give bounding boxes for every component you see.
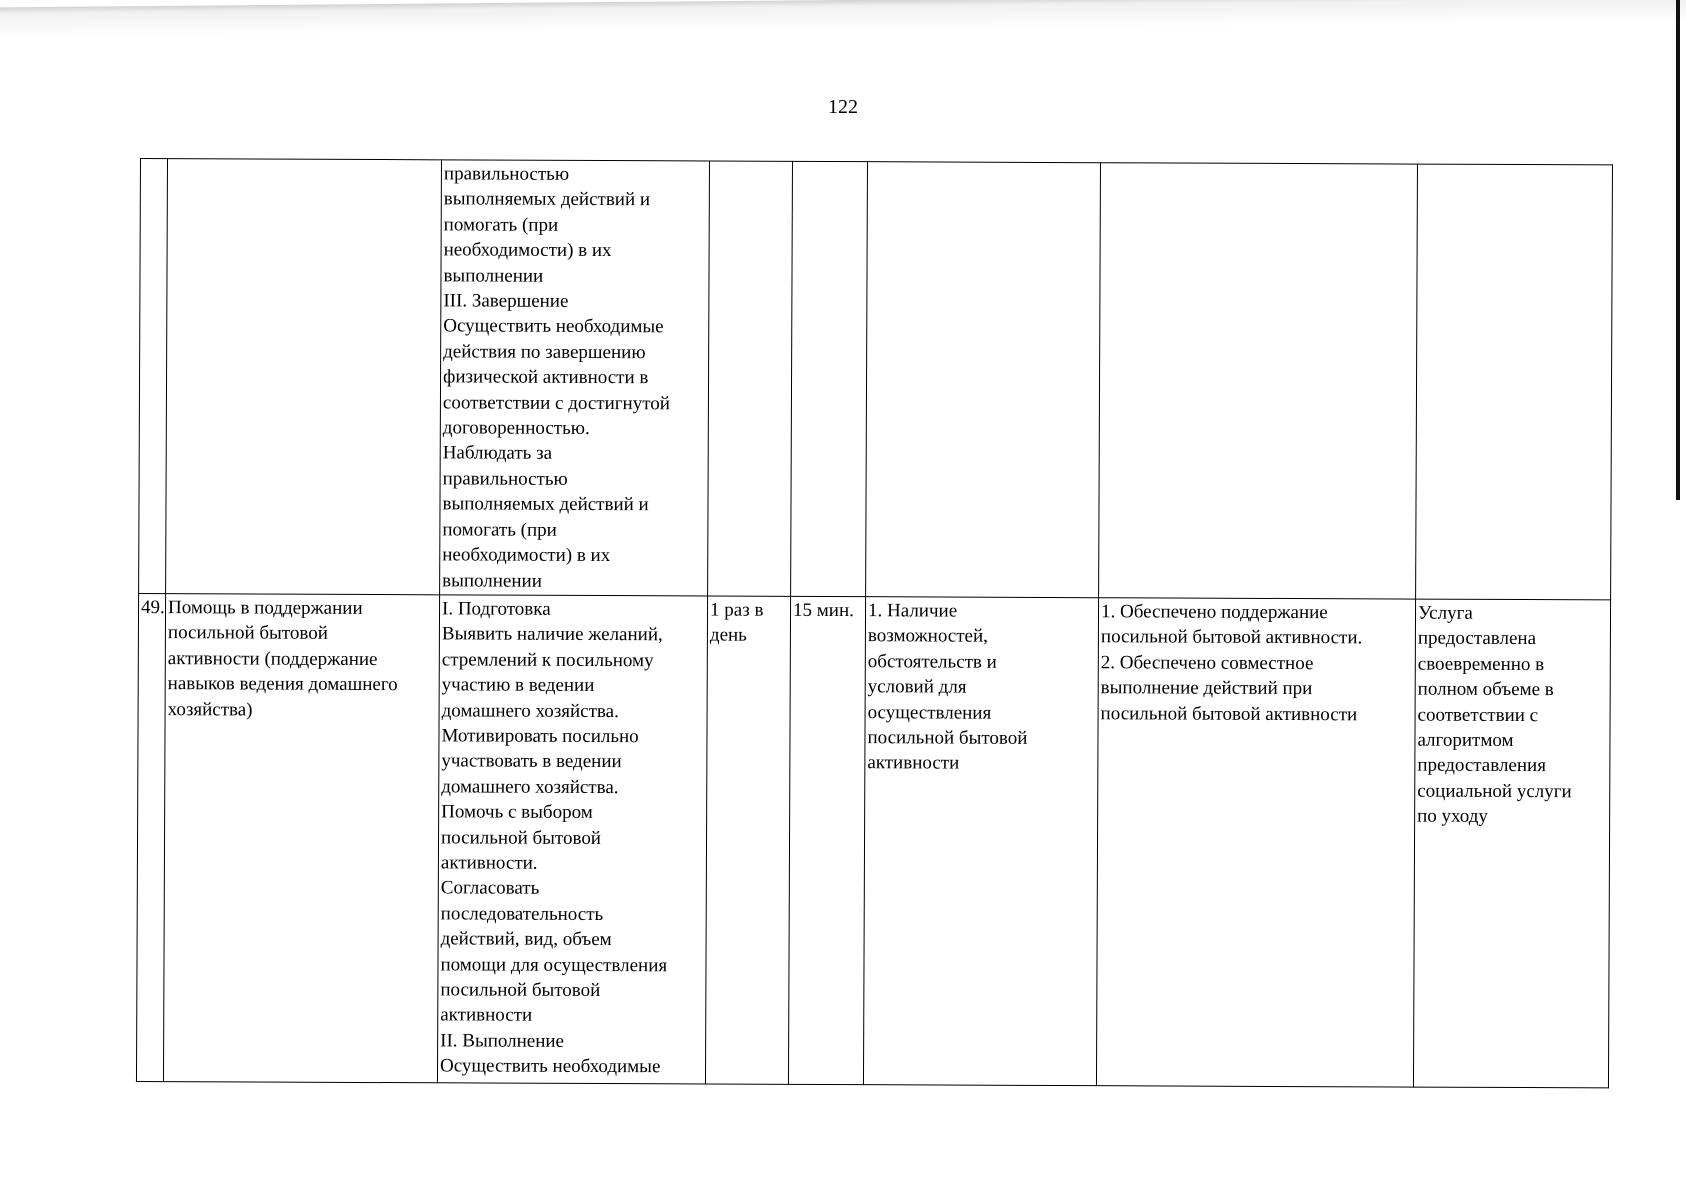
text-line: предоставления — [1417, 754, 1547, 777]
text-line: активности. — [440, 852, 538, 874]
text-line: помогать (при — [443, 214, 559, 236]
text-line: участвовать в ведении — [441, 750, 622, 773]
text-line: физической активности в — [443, 366, 649, 389]
text-line: выполнении — [442, 569, 542, 592]
text-line: домашнего хозяйства. — [441, 776, 619, 798]
text-line: активности — [867, 752, 960, 774]
description-lines — [442, 161, 707, 594]
text-line: Помощь в поддержании — [167, 597, 363, 619]
text-line: возможностей, — [867, 625, 988, 648]
time-cell — [788, 596, 865, 1084]
text-line: выполнении — [443, 264, 544, 287]
text-line: Осуществить необходимые — [443, 315, 664, 338]
row-number-text: 49. — [140, 596, 165, 619]
scan-right-edge — [1676, 0, 1680, 500]
text-line: правильностью — [442, 468, 568, 490]
text-line: Наблюдать за — [442, 442, 553, 465]
text-line: соответствии с — [1417, 704, 1539, 726]
text-line: помогать (при — [442, 519, 557, 541]
frequency-cell — [708, 161, 793, 596]
text-line: посильной бытовой активности. — [1100, 626, 1363, 649]
time-cell — [791, 161, 868, 596]
evaluation-cell — [1413, 599, 1610, 1088]
text-line: посильной бытовой — [440, 979, 601, 1002]
text-line: 2. Обеспечено совместное — [1100, 651, 1314, 674]
text-line: социальной услуги — [1417, 780, 1572, 803]
text-line: правильностью — [443, 163, 570, 185]
text-line: посильной бытовой — [867, 727, 1028, 749]
text-line: обстоятельств и — [867, 650, 997, 673]
text-line: договоренностью. — [442, 417, 590, 440]
time-lines — [793, 598, 863, 624]
text-line: Осуществить необходимые — [439, 1055, 661, 1078]
text-line: II. Выполнение — [440, 1030, 565, 1052]
text-line: необходимости) в их — [443, 239, 612, 262]
results-cell — [1099, 163, 1418, 599]
service-name-cell — [166, 159, 442, 595]
text-line: III. Завершение — [443, 290, 569, 312]
text-line: алгоритмом — [1417, 729, 1514, 751]
service-row-49 — [136, 593, 1610, 1087]
service-name-lines — [168, 595, 438, 723]
scan-shadow-edge — [0, 0, 1686, 47]
text-line: предоставлена — [1417, 627, 1537, 650]
text-line: 1. Наличие — [867, 600, 958, 622]
text-line: участию в ведении — [441, 674, 595, 697]
text-line: соответствии с достигнутой — [442, 391, 671, 414]
text-line: условий для — [867, 676, 967, 698]
text-line: Согласовать — [440, 877, 540, 900]
description-lines — [440, 596, 705, 1080]
text-line: посильной бытовой — [440, 826, 602, 849]
services-table — [136, 158, 1613, 1088]
text-line: 15 мин. — [792, 599, 854, 622]
text-line: стремлений к посильному — [441, 649, 654, 671]
text-line: осуществления — [867, 701, 992, 724]
text-line: Мотивировать посильно — [441, 725, 639, 748]
conditions-cell — [866, 162, 1101, 598]
text-line: хозяйства) — [167, 698, 253, 721]
text-line: выполняемых действий и — [442, 493, 649, 516]
text-line: Услуга — [1417, 602, 1473, 624]
number-cell — [139, 159, 168, 594]
text-line: 1. Обеспечено поддержание — [1100, 601, 1328, 624]
text-line: выполнение действий при — [1100, 677, 1313, 700]
conditions-lines — [867, 598, 1096, 777]
frequency-cell — [705, 596, 790, 1084]
results-cell — [1096, 598, 1415, 1087]
text-line: день — [709, 624, 747, 646]
text-line: I. Подготовка — [441, 598, 551, 620]
text-line: посильной бытовой активности — [1100, 702, 1358, 725]
text-line: по уходу — [1417, 805, 1489, 828]
description-cell — [437, 595, 707, 1084]
results-lines — [1101, 599, 1414, 727]
evaluation-cell — [1416, 164, 1613, 600]
continuation-row — [139, 159, 1613, 600]
text-line: навыков ведения домашнего — [167, 673, 398, 696]
text-line: активности — [440, 1004, 533, 1027]
text-line: домашнего хозяйства. — [441, 699, 619, 722]
description-cell — [440, 160, 710, 596]
text-line: Помочь с выбором — [441, 801, 593, 824]
text-line: выполняемых действий и — [443, 188, 651, 211]
text-line: 1 раз в — [709, 599, 764, 621]
text-line: посильной бытовой — [167, 622, 328, 645]
text-line: действия по завершению — [443, 341, 646, 364]
text-line: помощи для осуществления — [440, 953, 668, 976]
evaluation-lines — [1417, 600, 1608, 829]
text-line: своевременно в — [1417, 653, 1545, 675]
text-line: полном объеме в — [1417, 678, 1554, 701]
service-name-cell — [163, 594, 439, 1083]
text-line: Выявить наличие желаний, — [441, 623, 663, 646]
row-number — [136, 593, 165, 1081]
text-line: последовательность — [440, 903, 604, 925]
page-number: 122 — [828, 96, 858, 118]
frequency-lines — [710, 597, 788, 648]
text-line: необходимости) в их — [442, 544, 611, 567]
text-line: действий, вид, объем — [440, 928, 612, 951]
conditions-cell — [863, 597, 1098, 1086]
text-line: активности (поддержание — [167, 647, 378, 670]
